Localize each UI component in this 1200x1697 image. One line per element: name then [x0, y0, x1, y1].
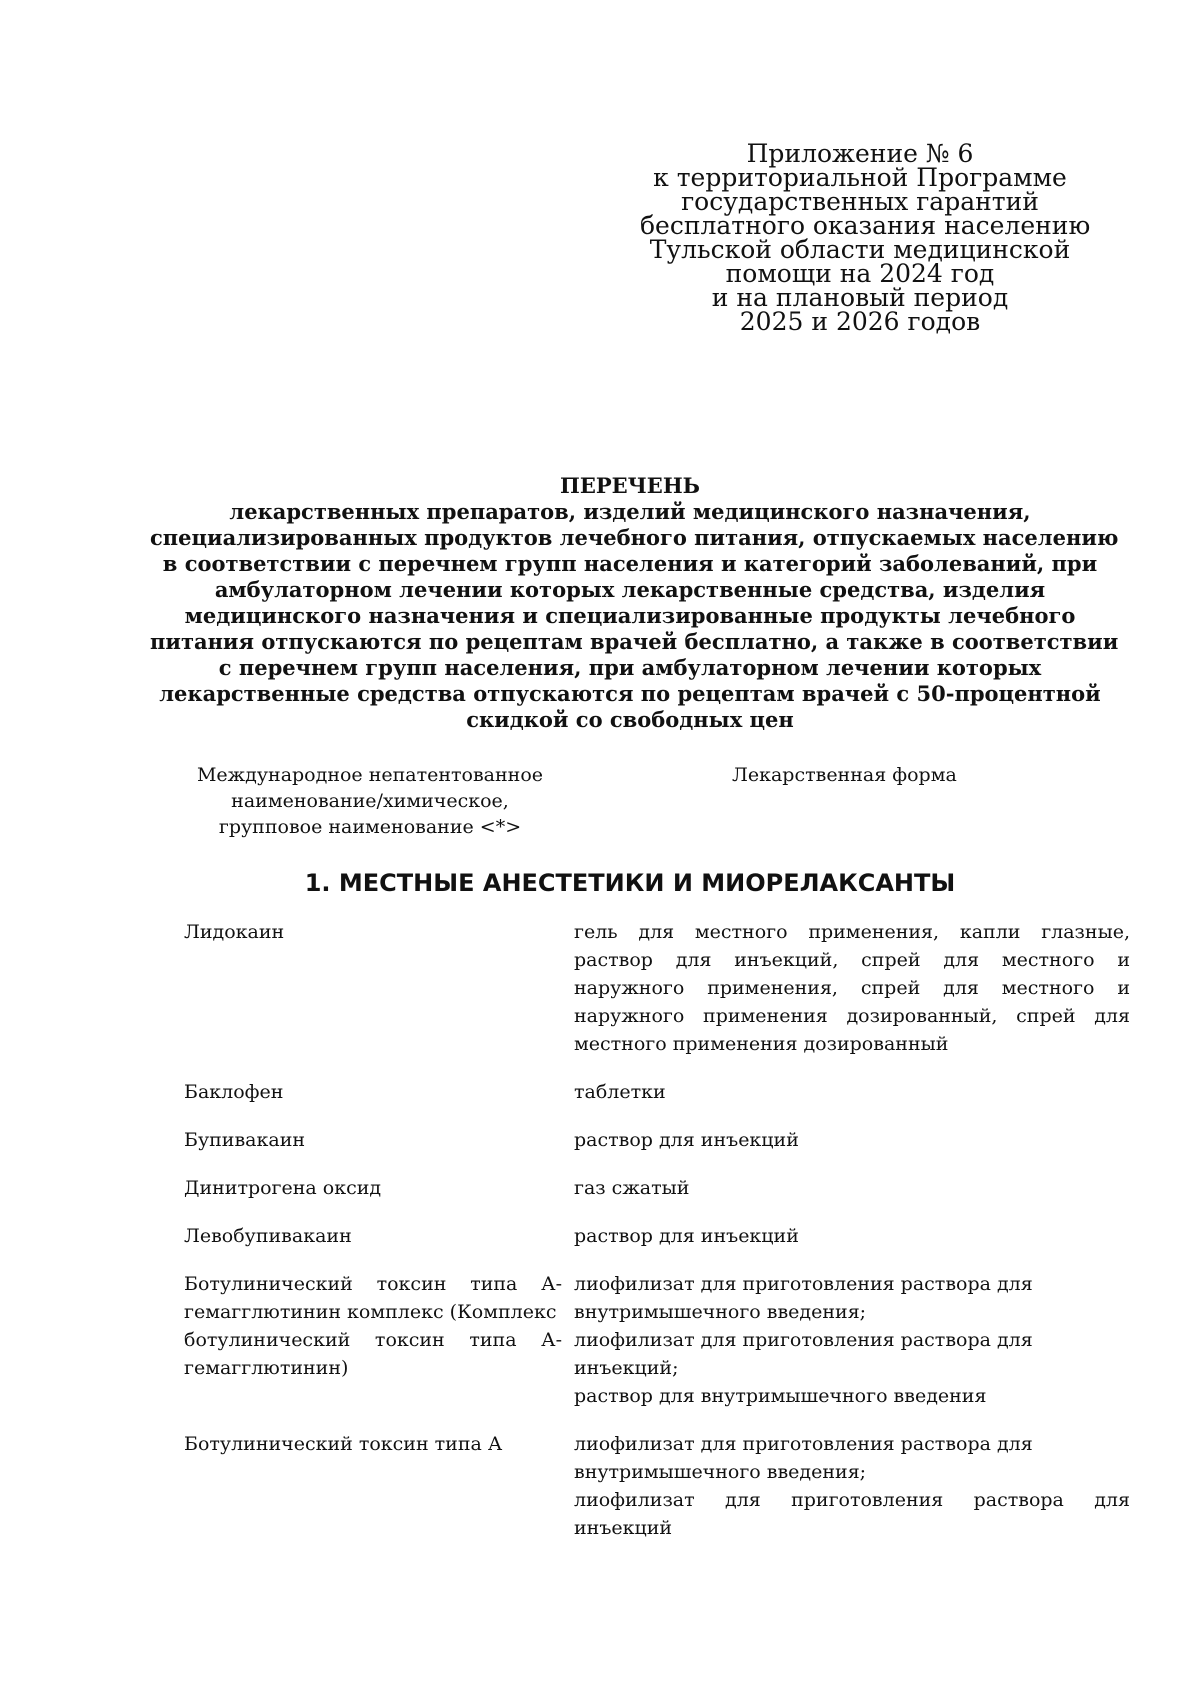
title-line: в соответствии с перечнем групп населения и категорий заболеваний, при: [162, 551, 1098, 576]
drug-form: газ сжатый: [574, 1177, 690, 1199]
drug-name: Ботулинический токсин типа А- гемагглютинин комплекс (Комплекс ботулинический токсин типа А- гемагглютинин): [184, 1273, 562, 1379]
drug-list: [184, 918, 1130, 1562]
appendix-line: 2025 и 2026 годов: [739, 307, 981, 336]
drug-form: раствор для инъекций: [574, 1225, 799, 1247]
drug-row: [184, 1430, 1130, 1542]
drug-form: гель для местного применения, капли глазные, раствор для инъекций, спрей для местного и наружного применения, спрей для местного и наружного применения дозированный, спрей для местного применения дозированный: [574, 921, 1130, 1055]
appendix-line: к территориальной Программе: [653, 163, 1067, 192]
document-title: [150, 473, 1119, 733]
column-header-line: наименование/химическое,: [231, 790, 509, 812]
column-header-line: Международное непатентованное: [196, 764, 544, 786]
drug-row: [184, 1078, 1130, 1106]
title-line: специализированных продуктов лечебного питания, отпускаемых населению: [150, 525, 1119, 550]
drug-row: [184, 1126, 1130, 1154]
drug-row: [184, 1222, 1130, 1250]
drug-form: лиофилизат для приготовления раствора для внутримышечного введения; лиофилизат для приготовления раствора для инъекций: [574, 1433, 1130, 1539]
appendix-line: государственных гарантий: [681, 187, 1039, 216]
column-header-name: [170, 762, 570, 840]
title-line: амбулаторном лечении которых лекарственные средства, изделия: [214, 577, 1046, 602]
drug-name: Баклофен: [184, 1081, 284, 1103]
title-heading: ПЕРЕЧЕНЬ: [560, 473, 700, 498]
appendix-line: помощи на 2024 год: [725, 259, 995, 288]
drug-name: Ботулинический токсин типа А: [184, 1433, 503, 1455]
drug-row: [184, 1174, 1130, 1202]
drug-row: [184, 918, 1130, 1058]
title-line: питания отпускаются по рецептам врачей бесплатно, а также в соответствии: [150, 629, 1119, 654]
drug-name: Бупивакаин: [184, 1129, 306, 1151]
section-heading: 1. МЕСТНЫЕ АНЕСТЕТИКИ И МИОРЕЛАКСАНТЫ: [304, 869, 956, 897]
appendix-line: и на плановый период: [711, 283, 1009, 312]
drug-form: лиофилизат для приготовления раствора для внутримышечного введения; лиофилизат для приготовления раствора для инъекций; раствор для внутримышечного введения: [574, 1273, 1033, 1407]
drug-form: таблетки: [574, 1081, 666, 1103]
column-header-form: Лекарственная форма: [732, 764, 957, 786]
title-line: лекарственных препаратов, изделий медицинского назначения,: [229, 499, 1031, 524]
appendix-note: [640, 139, 1091, 336]
drug-name: Лидокаин: [184, 921, 285, 943]
appendix-line: бесплатного оказания населению: [640, 211, 1091, 240]
drug-name: Динитрогена оксид: [184, 1177, 382, 1199]
appendix-line: Приложение № 6: [746, 139, 974, 168]
title-line: медицинского назначения и специализированные продукты лечебного: [184, 603, 1076, 628]
title-line: лекарственные средства отпускаются по рецептам врачей с 50-процентной: [159, 681, 1101, 706]
drug-name: Левобупивакаин: [184, 1225, 352, 1247]
drug-row: [184, 1270, 1130, 1410]
drug-form: раствор для инъекций: [574, 1129, 799, 1151]
title-line: скидкой со свободных цен: [466, 707, 794, 732]
title-line: с перечнем групп населения, при амбулаторном лечении которых: [218, 655, 1042, 680]
column-header-line: групповое наименование <*>: [218, 816, 522, 838]
appendix-line: Тульской области медицинской: [649, 235, 1071, 264]
